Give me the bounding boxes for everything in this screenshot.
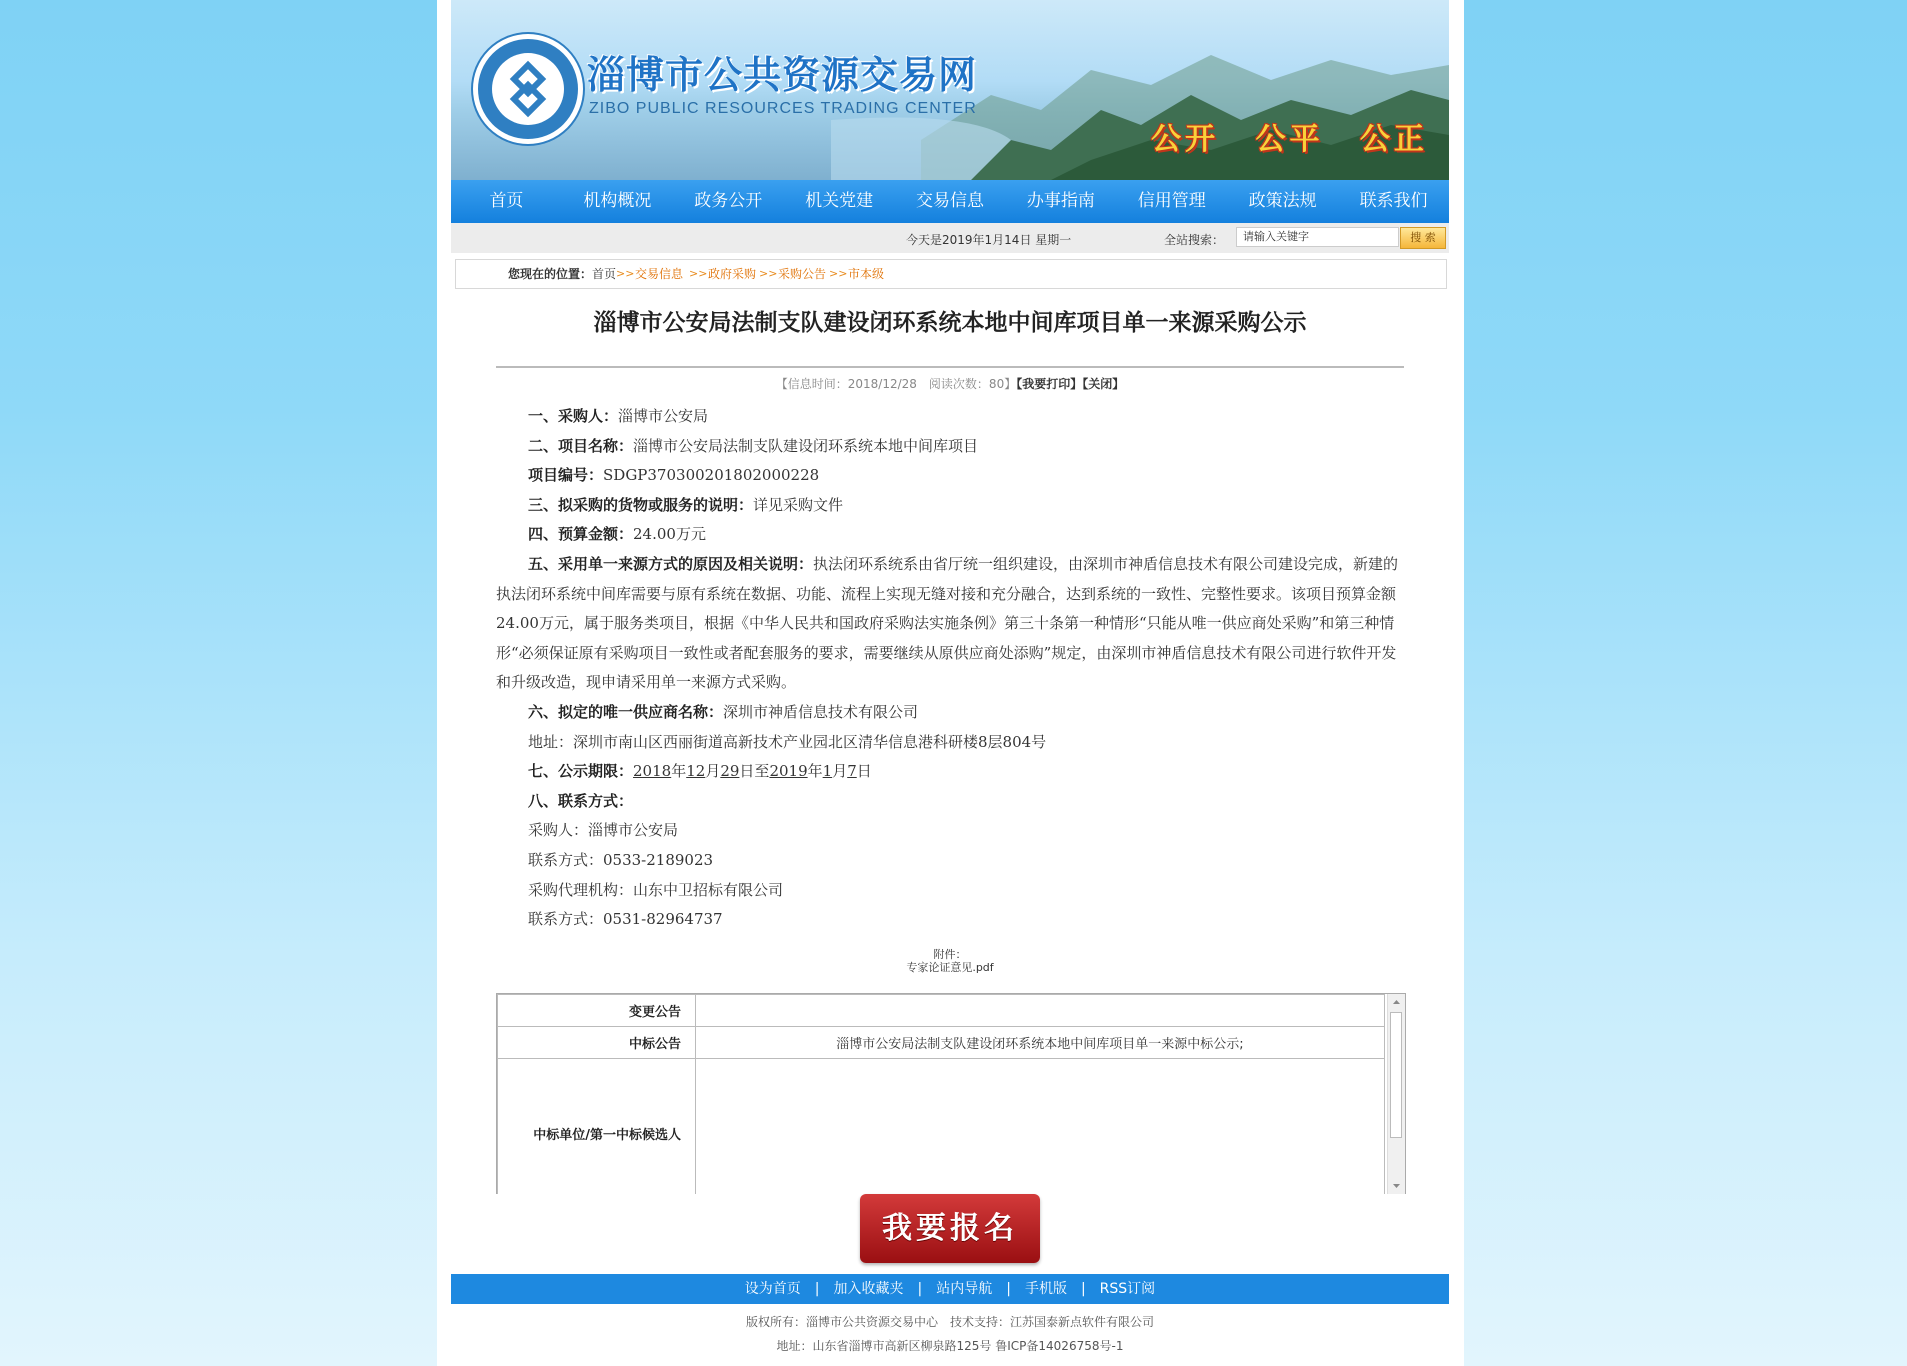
row-label-change: 变更公告 — [498, 995, 696, 1027]
logo-emblem-icon — [498, 59, 558, 119]
top-toolbar — [451, 223, 1449, 253]
attachment-label: 附件： — [933, 948, 967, 961]
breadcrumb-gov-procurement[interactable]: 政府采购 — [708, 267, 757, 281]
row-value-winner — [696, 1059, 1385, 1195]
nav-guide[interactable]: 办事指南 — [1026, 191, 1095, 211]
chevron-right-icon: >> — [829, 267, 848, 280]
close-link[interactable]: 【关闭】 — [1082, 377, 1125, 391]
contact-heading: 八、联系方式： — [528, 791, 634, 810]
site-title-en: ZIBO PUBLIC RESOURCES TRADING CENTER — [589, 100, 977, 117]
supplier-line: 六、拟定的唯一供应商名称：深圳市神盾信息技术有限公司 — [528, 702, 919, 721]
project-number-line: 项目编号：SDGP370300201802000228 — [528, 466, 820, 485]
budget-line: 四、预算金额：24.00万元 — [528, 525, 706, 544]
contact-purchaser: 采购人：淄博市公安局 — [528, 821, 679, 840]
article-meta — [451, 375, 1449, 392]
print-link[interactable]: 【我要打印】 — [1016, 377, 1083, 391]
site-logo[interactable] — [473, 34, 583, 144]
nav-home[interactable]: 首页 — [489, 191, 524, 211]
nav-trading-info[interactable]: 交易信息 — [916, 191, 984, 211]
footer-rss[interactable]: RSS订阅 — [1099, 1281, 1156, 1297]
row-label-winner: 中标单位/第一中标候选人 — [498, 1059, 696, 1195]
nav-about[interactable]: 机构概况 — [583, 191, 652, 211]
breadcrumb-label: 您现在的位置： — [508, 267, 593, 281]
table-scrollbar[interactable] — [1387, 994, 1405, 1194]
nav-credit[interactable]: 信用管理 — [1137, 191, 1206, 211]
reason-paragraph: 五、采用单一来源方式的原因及相关说明：执法闭环系统系由省厅统一组织建设，由深圳市神盾信息技术有限公司建设完成，新建的执法闭环系统中间库需要与原有系统在数据、功能、流程上实现无缝对接和充分融合，达到系统的一致性、完整性要求。该项目预算金额24.00万元，属于服务类项目，根据《中华人民共和国政府采购法实施条例》第三十条第一种情形“只能从唯一供应商处采购”和第三种情形“必须保证原有采购项目一致性或者配套服务的要求，需要继续从原供应商处添购”规定，由深圳市神盾信息技术有限公司进行软件开发和升级改造，现申请采用单一来源方式采购。 — [496, 554, 1399, 692]
title-divider — [496, 366, 1404, 368]
article-body — [496, 402, 1404, 935]
current-date: 今天是2019年1月14日 星期一 — [906, 233, 1072, 247]
nav-contact[interactable]: 联系我们 — [1359, 191, 1428, 211]
footer-copyright: 版权所有：淄博市公共资源交易中心 技术支持：江苏国泰新点软件有限公司 — [745, 1315, 1154, 1329]
signup-button[interactable]: 我要报名 — [860, 1194, 1040, 1263]
table-row — [498, 1027, 1385, 1059]
row-value-award[interactable]: 淄博市公安局法制支队建设闭环系统本地中间库项目单一来源中标公示; — [696, 1027, 1385, 1059]
contact-phone-2: 联系方式：0531-82964737 — [528, 910, 723, 929]
search-label: 全站搜索： — [1164, 233, 1225, 247]
main-nav — [451, 180, 1449, 223]
purchaser-line: 一、采购人：淄博市公安局 — [528, 407, 709, 425]
site-title: 淄博市公共资源交易网 — [587, 53, 978, 97]
attachment-file-link[interactable]: 专家论证意见.pdf — [906, 961, 994, 974]
contact-agency: 采购代理机构：山东中卫招标有限公司 — [528, 880, 784, 899]
footer-nav: 设为首页 | 加入收藏夹 | 站内导航 | 手机版 | RSS订阅 — [451, 1274, 1449, 1304]
breadcrumb-home[interactable]: 首页 — [592, 267, 617, 281]
chevron-right-icon: >> — [616, 267, 635, 280]
contact-phone-1: 联系方式：0533-2189023 — [528, 850, 714, 869]
breadcrumb-city-level[interactable]: 市本级 — [848, 267, 885, 281]
nav-party[interactable]: 机关党建 — [805, 191, 874, 211]
project-name-line: 二、项目名称：淄博市公安局法制支队建设闭环系统本地中间库项目 — [528, 436, 979, 455]
footer-add-favorite[interactable]: 加入收藏夹 — [833, 1281, 904, 1297]
breadcrumb-trading-info[interactable]: 交易信息 — [635, 267, 684, 281]
chevron-right-icon: >> — [689, 267, 708, 280]
footer-mobile[interactable]: 手机版 — [1024, 1281, 1067, 1297]
row-value-change — [696, 995, 1385, 1027]
attachments — [451, 948, 1449, 974]
table-row — [498, 995, 1385, 1027]
slogan: 公开 公平 公正 — [1151, 122, 1428, 157]
search-button[interactable]: 搜 索 — [1400, 227, 1446, 249]
row-label-award: 中标公告 — [498, 1027, 696, 1059]
footer-sitemap[interactable]: 站内导航 — [936, 1281, 993, 1297]
related-notices-table[interactable] — [496, 993, 1406, 1194]
footer-address: 地址：山东省淄博市高新区柳泉路125号 鲁ICP备14026758号-1 — [776, 1339, 1124, 1353]
nav-policy[interactable]: 政策法规 — [1248, 191, 1317, 211]
breadcrumb — [455, 259, 1447, 289]
goods-desc-line: 三、拟采购的货物或服务的说明：详见采购文件 — [528, 495, 844, 514]
info-time: 【信息时间：2018/12/28 阅读次数：80】 — [775, 377, 1017, 391]
footer-set-home[interactable]: 设为首页 — [744, 1281, 801, 1297]
table-row — [498, 1059, 1385, 1195]
scrollbar-thumb[interactable] — [1390, 1012, 1402, 1138]
search-input[interactable]: 请输入关键字 — [1236, 227, 1399, 247]
nav-gov-affairs[interactable]: 政务公开 — [694, 191, 763, 211]
breadcrumb-procurement-notice[interactable]: 采购公告 — [778, 267, 827, 281]
address-line: 地址：深圳市南山区西丽街道高新技术产业园北区清华信息港科研楼8层804号 — [528, 732, 1047, 751]
header-banner — [451, 0, 1449, 180]
period-line: 七、公示期限：2018年12月29日至2019年1月7日 — [528, 762, 872, 781]
page-title: 淄博市公安局法制支队建设闭环系统本地中间库项目单一来源采购公示 — [593, 309, 1307, 336]
chevron-right-icon: >> — [759, 267, 778, 280]
